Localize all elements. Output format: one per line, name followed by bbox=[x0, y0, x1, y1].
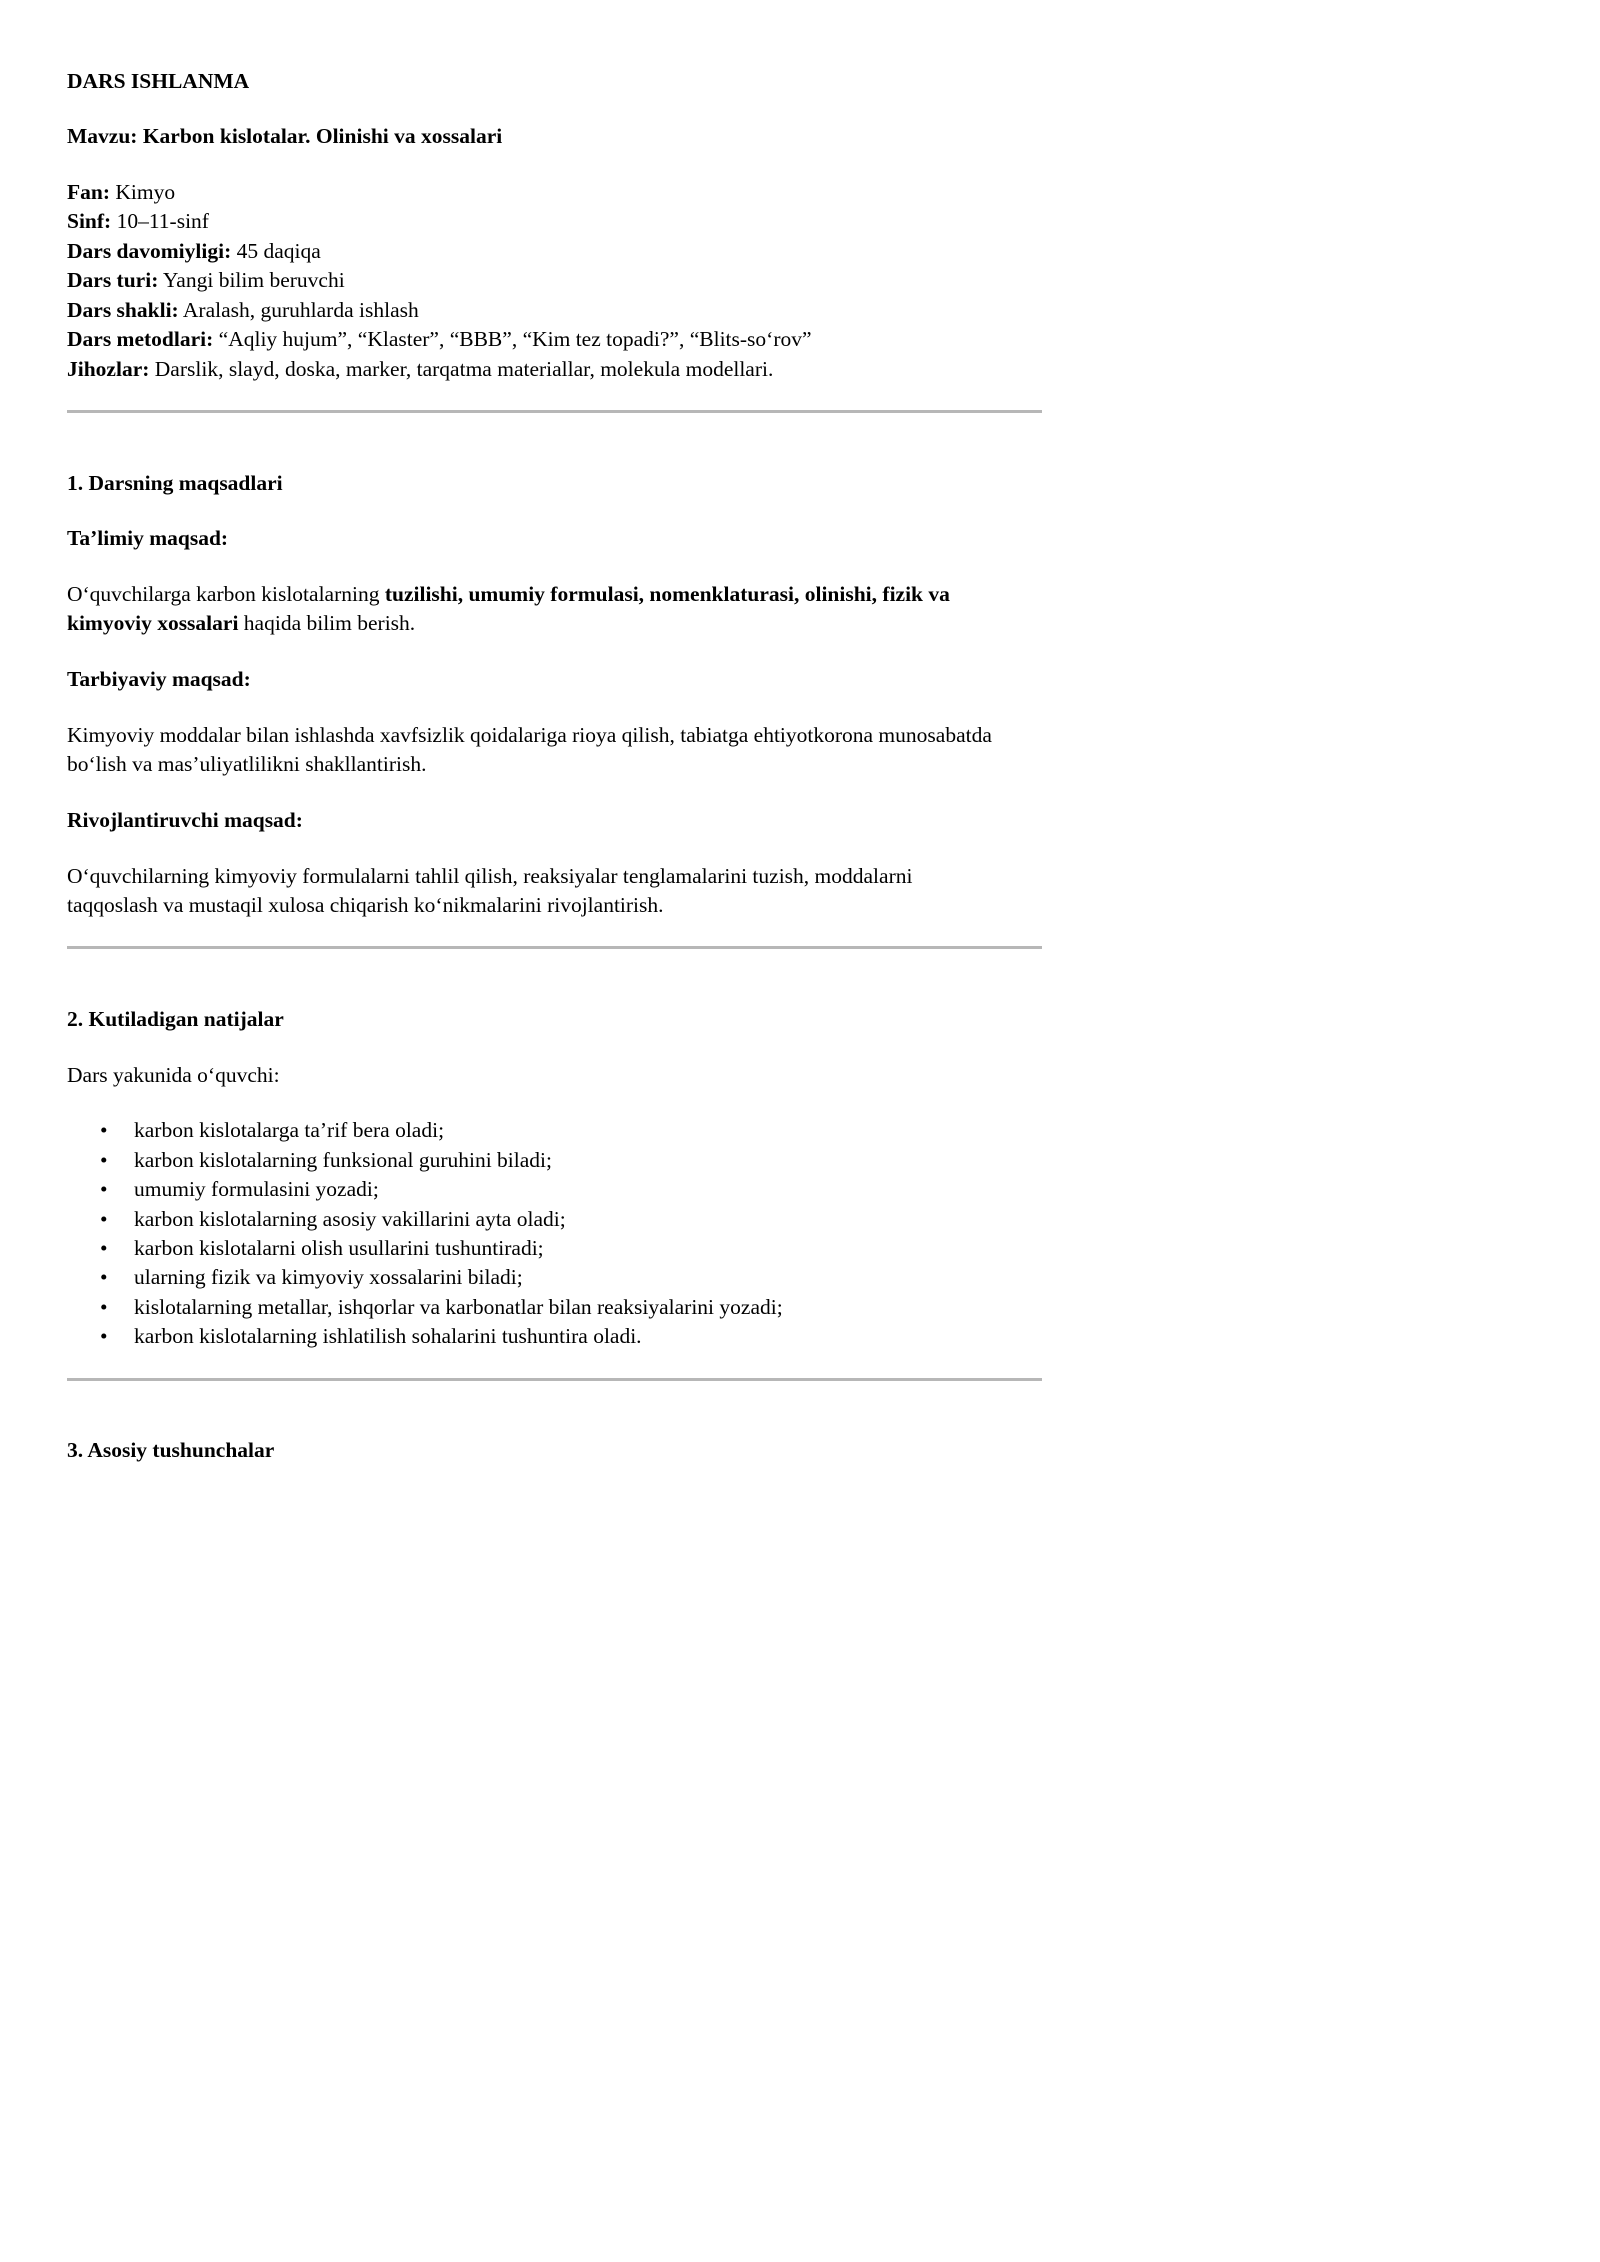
upbringing-goal-text: Kimyoviy moddalar bilan ishlashda xavfsizlik qoidalariga rioya qilish, tabiatga ehtiyotkorona munosabatda bbox=[67, 723, 992, 747]
upbringing-goal-text-cont: bo‘lish va mas’uliyatlilikni shakllantirish. bbox=[67, 752, 427, 776]
list-item-text: karbon kislotalarni olish usullarini tushuntiradi; bbox=[134, 1236, 544, 1260]
list-item-text: karbon kislotalarning ishlatilish sohalarini tushuntira oladi. bbox=[134, 1324, 642, 1348]
educational-goal-text-cont bbox=[67, 608, 415, 638]
list-item bbox=[100, 1233, 544, 1263]
info-row-duration bbox=[67, 236, 321, 266]
section-3-heading: 3. Asosiy tushunchalar bbox=[67, 1438, 275, 1462]
bullet-icon: • bbox=[100, 1265, 108, 1289]
list-item bbox=[100, 1292, 783, 1322]
outcomes-intro: Dars yakunida o‘quvchi: bbox=[67, 1063, 280, 1087]
lesson-topic: Mavzu: Karbon kislotalar. Olinishi va xossalari bbox=[67, 124, 503, 148]
list-item bbox=[100, 1145, 552, 1175]
info-label: Fan: bbox=[67, 180, 110, 204]
list-item bbox=[100, 1174, 379, 1204]
section-2-heading: 2. Kutiladigan natijalar bbox=[67, 1007, 284, 1031]
educational-goal-heading: Ta’limiy maqsad: bbox=[67, 526, 229, 550]
info-row-methods bbox=[67, 324, 812, 354]
bullet-icon: • bbox=[100, 1236, 108, 1260]
upbringing-goal-heading: Tarbiyaviy maqsad: bbox=[67, 667, 251, 691]
text-span: O‘quvchilarga karbon kislotalarning bbox=[67, 582, 385, 606]
info-row-grade bbox=[67, 206, 209, 236]
bullet-icon: • bbox=[100, 1118, 108, 1142]
list-item bbox=[100, 1204, 566, 1234]
section-1-heading: 1. Darsning maqsadlari bbox=[67, 471, 283, 495]
info-value: 10–11-sinf bbox=[111, 209, 209, 233]
list-item bbox=[100, 1115, 444, 1145]
text-span: haqida bilim berish. bbox=[238, 611, 416, 635]
bullet-icon: • bbox=[100, 1148, 108, 1172]
info-label: Jihozlar: bbox=[67, 357, 150, 381]
divider bbox=[67, 410, 1042, 413]
developmental-goal-heading: Rivojlantiruvchi maqsad: bbox=[67, 808, 303, 832]
bullet-icon: • bbox=[100, 1177, 108, 1201]
bold-span: tuzilishi, umumiy formulasi, nomenklaturasi, olinishi, fizik va bbox=[384, 582, 950, 606]
info-label: Dars davomiyligi: bbox=[67, 239, 232, 263]
info-value: Kimyo bbox=[110, 180, 176, 204]
developmental-goal-text: O‘quvchilarning kimyoviy formulalarni tahlil qilish, reaksiyalar tenglamalarini tuzish, moddalarni bbox=[67, 864, 913, 888]
list-item-text: kislotalarning metallar, ishqorlar va karbonatlar bilan reaksiyalarini yozadi; bbox=[134, 1295, 783, 1319]
list-item-text: karbon kislotalarga ta’rif bera oladi; bbox=[134, 1118, 445, 1142]
list-item bbox=[100, 1321, 642, 1351]
info-value: Yangi bilim beruvchi bbox=[158, 268, 345, 292]
bullet-icon: • bbox=[100, 1295, 108, 1319]
info-label: Dars metodlari: bbox=[67, 327, 214, 351]
divider bbox=[67, 1378, 1042, 1381]
info-row-lesson-form bbox=[67, 295, 419, 325]
info-row-lesson-type bbox=[67, 265, 345, 295]
info-label: Dars turi: bbox=[67, 268, 159, 292]
list-item-text: umumiy formulasini yozadi; bbox=[134, 1177, 379, 1201]
info-value: 45 daqiqa bbox=[231, 239, 321, 263]
educational-goal-text bbox=[67, 579, 950, 609]
list-item bbox=[100, 1262, 523, 1292]
developmental-goal-text-cont: taqqoslash va mustaqil xulosa chiqarish ko‘nikmalarini rivojlantirish. bbox=[67, 893, 664, 917]
info-label: Dars shakli: bbox=[67, 298, 179, 322]
list-item-text: karbon kislotalarning asosiy vakillarini ayta oladi; bbox=[134, 1207, 566, 1231]
info-value: Aralash, guruhlarda ishlash bbox=[178, 298, 419, 322]
info-row-equipment bbox=[67, 354, 773, 384]
info-label: Sinf: bbox=[67, 209, 112, 233]
list-item-text: ularning fizik va kimyoviy xossalarini biladi; bbox=[134, 1265, 523, 1289]
bullet-icon: • bbox=[100, 1324, 108, 1348]
list-item-text: karbon kislotalarning funksional guruhini biladi; bbox=[134, 1148, 552, 1172]
bullet-icon: • bbox=[100, 1207, 108, 1231]
info-value: “Aqliy hujum”, “Klaster”, “BBB”, “Kim tez topadi?”, “Blits-so‘rov” bbox=[213, 327, 812, 351]
info-value: Darslik, slayd, doska, marker, tarqatma materiallar, molekula modellari. bbox=[149, 357, 774, 381]
info-row-subject bbox=[67, 177, 175, 207]
document-title: DARS ISHLANMA bbox=[67, 69, 250, 93]
divider bbox=[67, 946, 1042, 949]
bold-span: kimyoviy xossalari bbox=[67, 611, 239, 635]
